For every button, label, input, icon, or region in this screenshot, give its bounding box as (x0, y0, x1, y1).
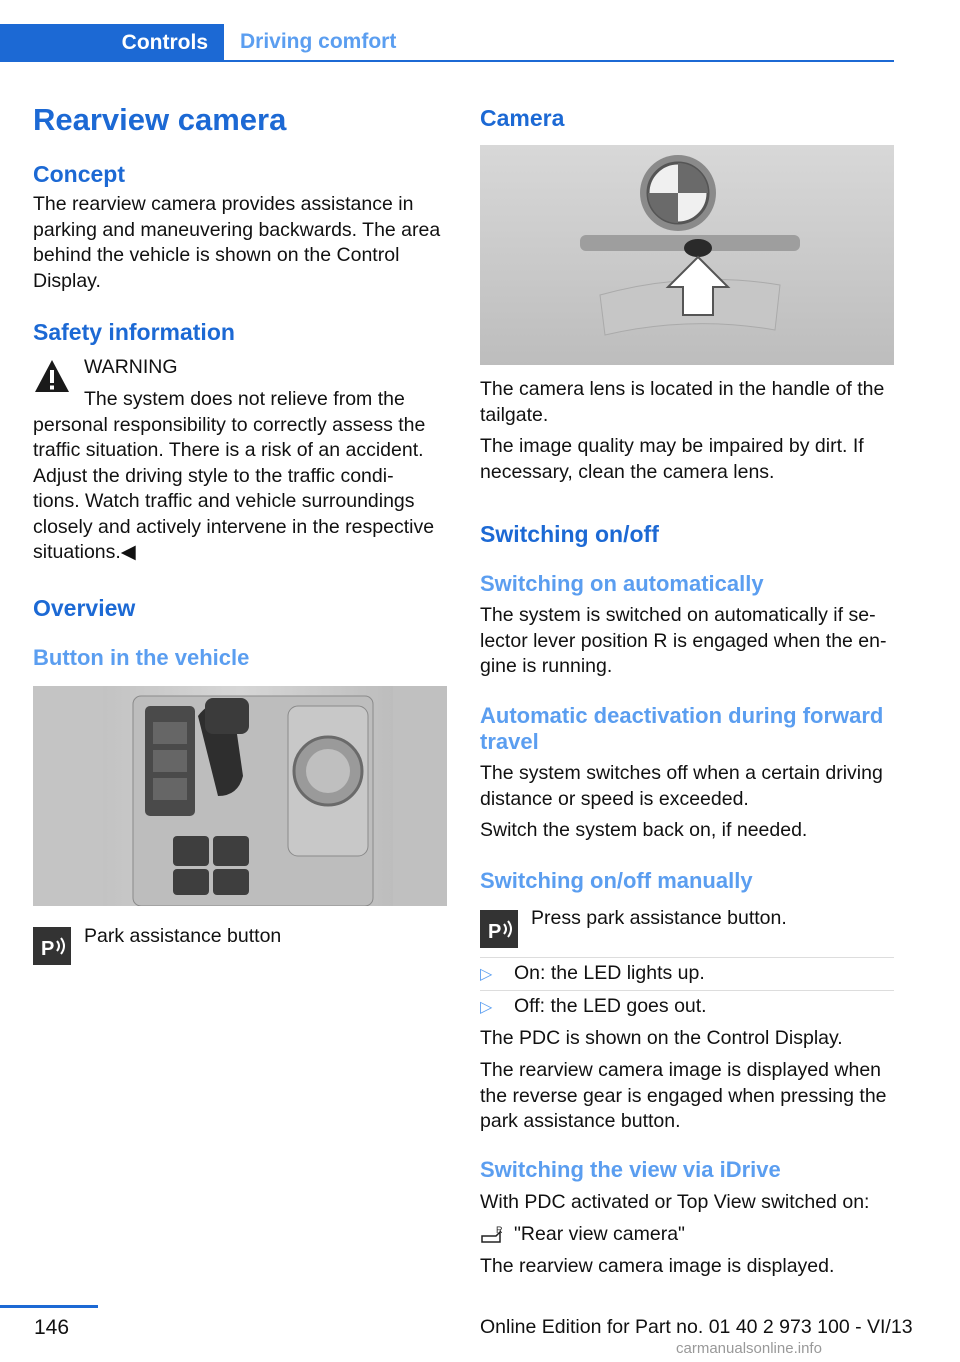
warning-label: WARNING (84, 356, 178, 378)
camera-heading: Camera (480, 105, 565, 131)
svg-text:P: P (41, 938, 55, 960)
watermark: carmanualsonline.info (676, 1340, 822, 1357)
header-subsection-tab: Driving comfort (224, 24, 894, 62)
concept-text: The rearview camera provides assistance in parking and maneuvering backwards. The area behind the vehicle is shown on the Control Display. (33, 193, 441, 292)
switch-on-auto-heading: Switching on automatically (480, 571, 764, 596)
svg-text:R: R (496, 1225, 503, 1235)
press-button-text: Press park assistance button. (531, 907, 787, 929)
bullet-led-off: ▷ Off: the LED goes out. (480, 995, 707, 1017)
bullet-led-on: ▷ On: the LED lights up. (480, 962, 705, 984)
concept-heading: Concept (33, 161, 125, 187)
svg-text:P: P (488, 921, 502, 943)
auto-deactivation-text: The system switches off when a certain driving distance or speed is exceeded. (480, 762, 883, 810)
switching-heading: Switching on/off (480, 521, 659, 547)
divider (480, 990, 894, 991)
overview-heading: Overview (33, 595, 136, 621)
idrive-heading: Switching the view via iDrive (480, 1157, 781, 1182)
park-assistance-button-icon (480, 910, 518, 948)
page-number: 146 (34, 1316, 70, 1339)
rearview-display-text: The rearview camera image is displayed when the reverse gear is engaged when pressing the park assistance button. (480, 1059, 887, 1132)
footer-accent-line (0, 1305, 98, 1308)
switch-back-on-text: Switch the system back on, if needed. (480, 819, 808, 841)
bullet-triangle-icon: ▷ (480, 966, 493, 983)
warning-text: The system does not relieve from the personal responsibility to correctly assess the traffic situation. There is a risk of an accident. Adjust the driving style to the traffic condi‐ tions. Watch traffic and vehicle surroundings closely and actively intervene in the respective situations.◀ (33, 388, 435, 563)
switch-on-auto-text: The system is switched on automatically if se‐ lector lever position R is engaged when the en‐ gine is running. (480, 604, 887, 677)
rear-view-camera-menu-item: "Rear view camera" (514, 1223, 685, 1245)
pdc-text: The PDC is shown on the Control Display. (480, 1027, 843, 1049)
tailgate-camera-photo (480, 145, 894, 365)
park-assistance-icon (33, 927, 71, 965)
bullet-triangle-icon: ▷ (480, 999, 493, 1016)
camera-dirt-text: The image quality may be impaired by dirt. If necessary, clean the camera lens. (480, 435, 864, 483)
center-console-photo (33, 686, 447, 906)
safety-heading: Safety information (33, 319, 235, 345)
camera-location-text: The camera lens is located in the handle of the tailgate. (480, 378, 885, 426)
footer-edition: Online Edition for Part no. 01 40 2 973 100 - VI/13 (480, 1316, 913, 1338)
park-assistance-caption: Park assistance button (84, 925, 282, 947)
idrive-result-text: The rearview camera image is displayed. (480, 1255, 835, 1277)
divider (480, 957, 894, 958)
header-section-tab: Controls (0, 24, 224, 62)
page-title: Rearview camera (33, 102, 287, 137)
button-in-vehicle-heading: Button in the vehicle (33, 645, 250, 670)
rear-view-camera-icon (480, 1224, 506, 1244)
auto-deactivation-heading: Automatic deactivation during forward travel (480, 703, 884, 754)
idrive-intro: With PDC activated or Top View switched on: (480, 1191, 870, 1213)
manual-switch-heading: Switching on/off manually (480, 868, 753, 893)
